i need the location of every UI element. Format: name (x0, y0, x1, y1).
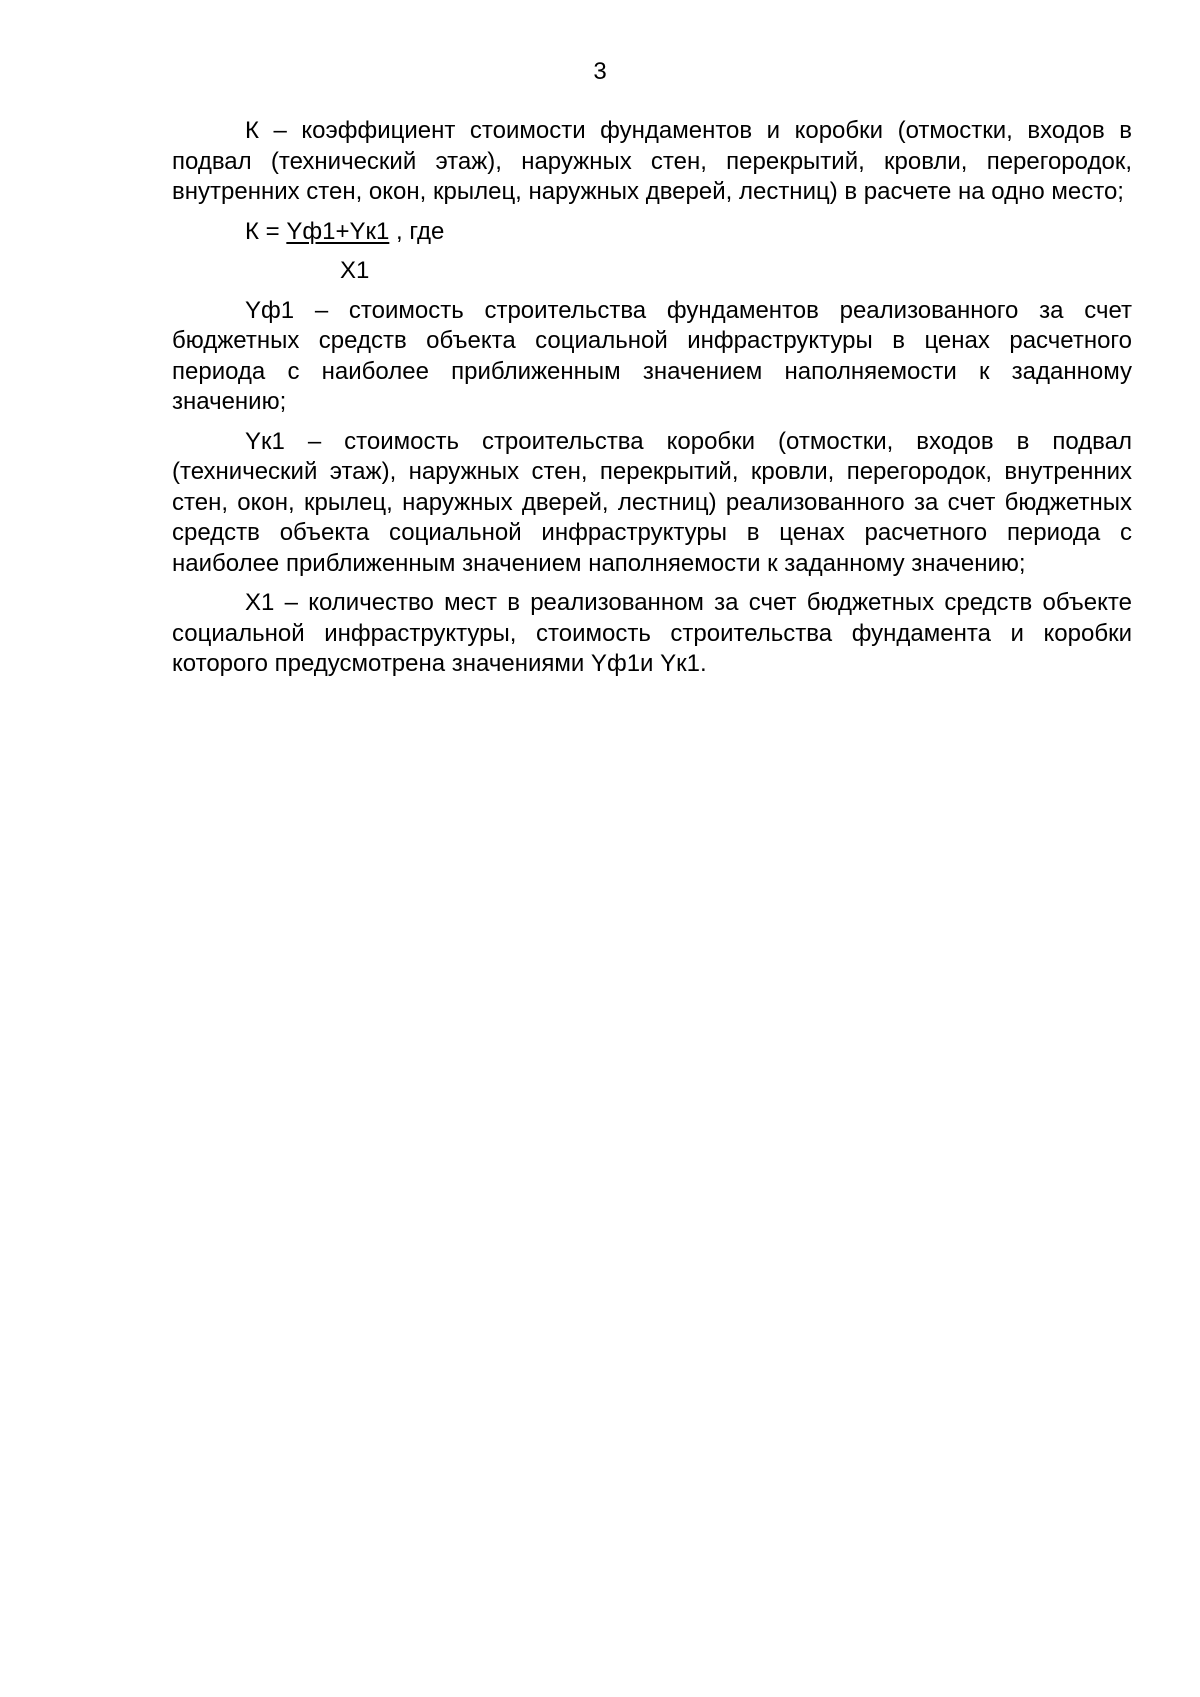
formula-denominator: X1 (340, 256, 370, 284)
paragraph-k-definition: К – коэффициент стоимости фундаментов и коробки (отмостки, входов в подвал (технический этаж), наружных стен, перекрытий, кровли, перегородок, внутренних стен, окон, крылец, наружных дверей, лестниц) в расчете на одно место; (172, 117, 1132, 205)
formula-suffix: , где (389, 217, 445, 245)
paragraph-uk1-definition: Yк1 – стоимость строительства коробки (отмостки, входов в подвал (технический этаж), наружных стен, перекрытий, кровли, перегородок, внутренних стен, окон, крылец, наружных дверей, лестниц) реализованного за счет бюджетных средств объекта социальной инфраструктуры в ценах расчетного периода с наиболее приближенным значением наполняемости к заданному значению; (172, 427, 1132, 577)
paragraph-x1-definition: X1 – количество мест в реализованном за счет бюджетных средств объекте социальной инфраструктуры, стоимость строительства фундамента и коробки которого предусмотрена значениями Yф1и Yк1. (172, 589, 1132, 677)
document-body (172, 116, 1132, 689)
paragraph-uf1-definition: Yф1 – стоимость строительства фундаментов реализованного за счет бюджетных средств объекта социальной инфраструктуры в ценах расчетного периода с наиболее приближенным значением наполняемости к заданному значению; (172, 296, 1132, 415)
formula-line (172, 217, 1132, 247)
formula-lhs: К = (245, 217, 287, 245)
formula-numerator: Yф1+Yк1 (286, 217, 390, 245)
page-number: 3 (593, 58, 607, 85)
